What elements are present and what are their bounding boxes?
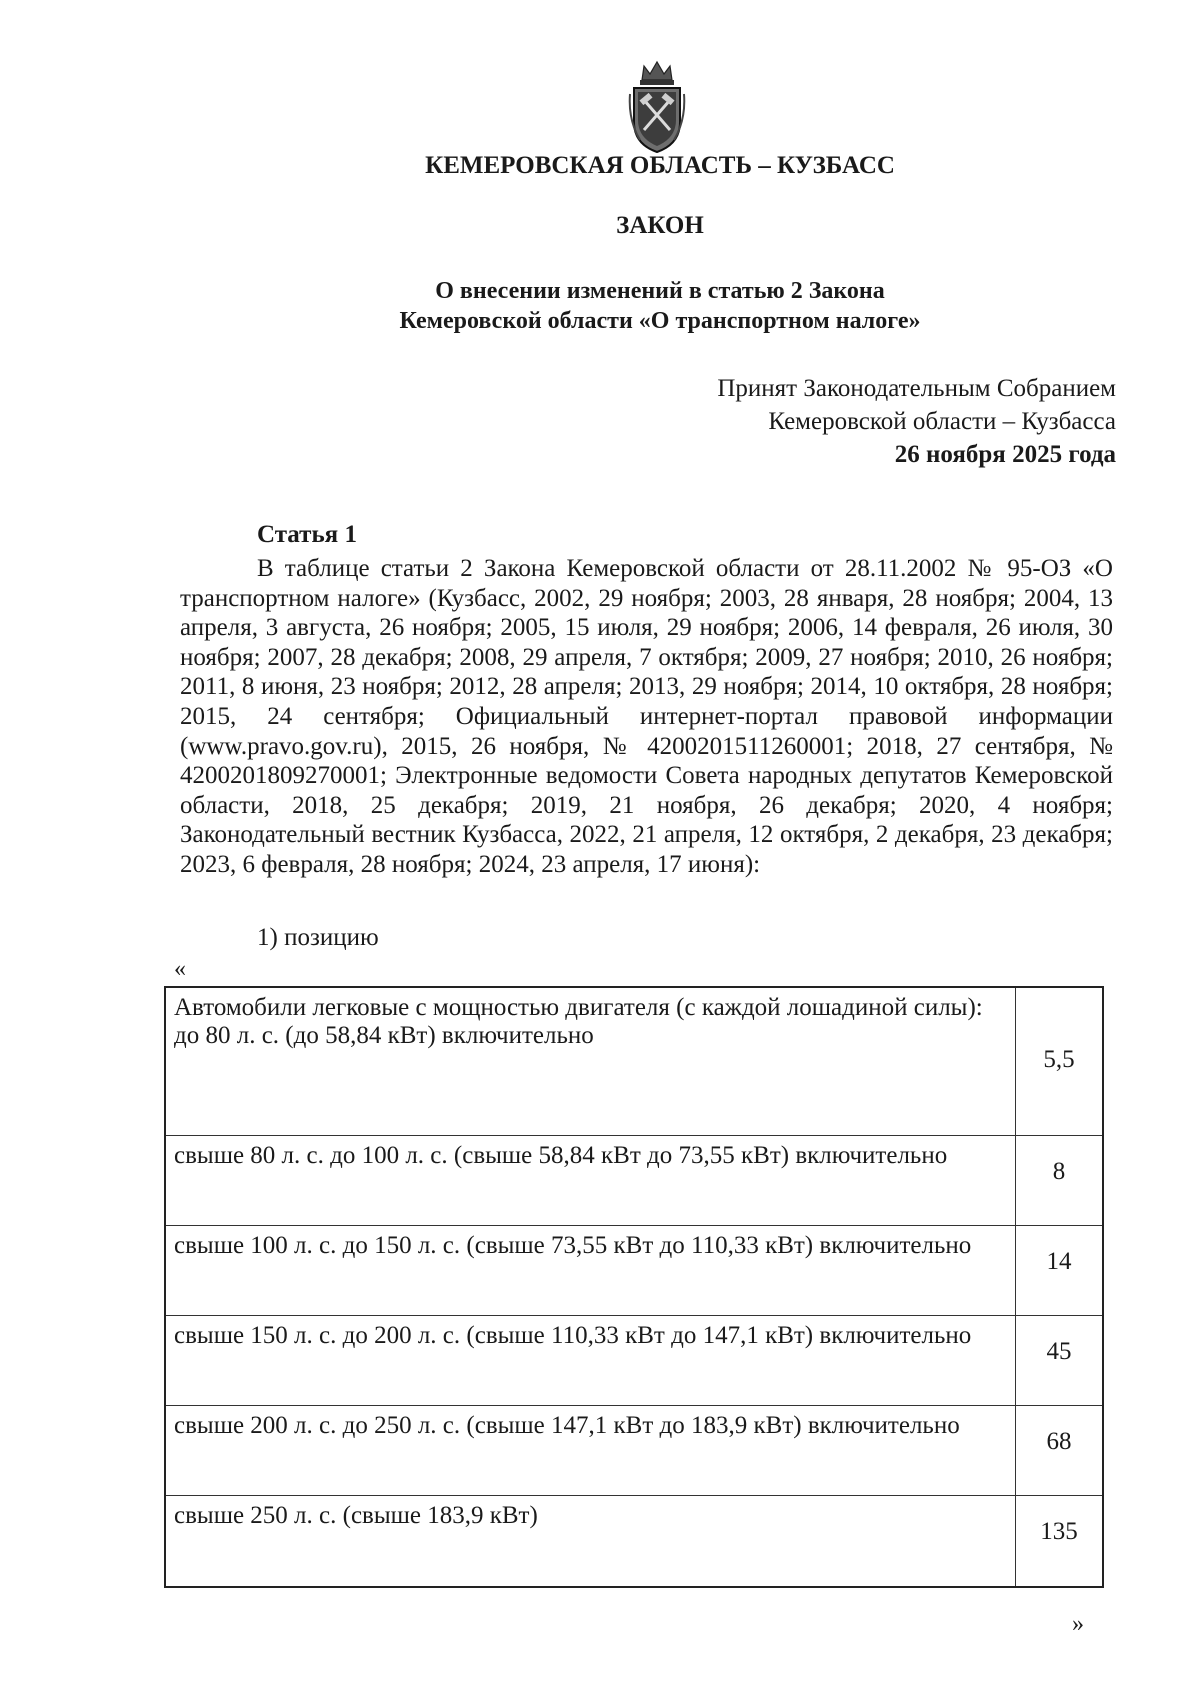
row-rate: 45 xyxy=(1016,1315,1104,1405)
tax-rate-table xyxy=(164,986,1104,1588)
adoption-block xyxy=(717,372,1116,471)
adoption-line-2: Кемеровской области – Кузбасса xyxy=(768,408,1116,435)
article-heading: Статья 1 xyxy=(257,521,357,548)
opening-quote: « xyxy=(174,956,186,982)
table-row xyxy=(165,1315,1103,1405)
article-body xyxy=(180,554,1113,880)
adoption-line-1: Принят Законодательным Собранием xyxy=(717,375,1116,402)
article-paragraph: В таблице статьи 2 Закона Кемеровской области от 28.11.2002 № 95-ОЗ «О транспортном налоге» (Кузбасс, 2002, 29 ноября; 2003, 28 января, 28 ноября; 2004, 13 апреля, 3 августа, 26 ноября; 2005, 15 июля, 29 ноября; 2006, 14 февраля, 26 июля, 30 ноября; 2007, 28 декабря; 2008, 29 апреля, 7 октября; 2009, 27 ноября; 2010, 26 ноября; 2011, 8 июня, 23 ноября; 2012, 28 апреля; 2013, 29 ноября; 2014, 10 октября, 28 ноября; 2015, 24 сентября; Официальный интернет-портал правовой информации (www.pravo.gov.ru), 2015, 26 ноября, № 4200201511260001; 2018, 27 сентября, № 4200201809270001; Электронные ведомости Совета народных депутатов Кемеровской области, 2018, 25 декабря; 2019, 21 ноября, 26 декабря; 2020, 4 ноября; Законодательный вестник Кузбасса, 2022, 21 апреля, 12 октября, 2 декабря, 23 декабря; 2023, 6 февраля, 28 ноября; 2024, 23 апреля, 17 июня): xyxy=(180,555,1113,878)
row-rate: 5,5 xyxy=(1016,987,1104,1135)
row-desc: свыше 250 л. с. (свыше 183,9 кВт) xyxy=(165,1496,1016,1587)
table-cell-desc xyxy=(165,987,1016,1135)
region-heading: КЕМЕРОВСКАЯ ОБЛАСТЬ – КУЗБАСС xyxy=(425,152,895,179)
law-title-line-1: О внесении изменений в статью 2 Закона xyxy=(435,278,885,304)
table-row xyxy=(165,1496,1103,1587)
row-desc: свыше 150 л. с. до 200 л. с. (свыше 110,33 кВт до 147,1 кВт) включительно xyxy=(165,1315,1016,1405)
row-rate: 68 xyxy=(1016,1406,1104,1496)
table-row xyxy=(165,1135,1103,1225)
closing-quote: » xyxy=(1072,1611,1084,1637)
adoption-date: 26 ноября 2025 года xyxy=(894,441,1116,468)
row-rate: 135 xyxy=(1016,1496,1104,1587)
row-desc: свыше 200 л. с. до 250 л. с. (свыше 147,1 кВт до 183,9 кВт) включительно xyxy=(165,1406,1016,1496)
table-row xyxy=(165,1406,1103,1496)
table-row xyxy=(165,1225,1103,1315)
coat-of-arms-emblem xyxy=(626,60,688,156)
table-row xyxy=(165,987,1103,1135)
row-desc: до 80 л. с. (до 58,84 кВт) включительно xyxy=(174,1022,594,1049)
document-type-heading: ЗАКОН xyxy=(616,212,704,239)
row-desc: свыше 100 л. с. до 150 л. с. (свыше 73,55 кВт до 110,33 кВт) включительно xyxy=(165,1225,1016,1315)
item-label: 1) позицию xyxy=(257,924,379,951)
table-intro: Автомобили легковые с мощностью двигателя (с каждой лошадиной силы): xyxy=(174,994,983,1021)
law-title-line-2: Кемеровской области «О транспортном налоге» xyxy=(399,308,921,334)
row-rate: 8 xyxy=(1016,1135,1104,1225)
row-rate: 14 xyxy=(1016,1225,1104,1315)
row-desc: свыше 80 л. с. до 100 л. с. (свыше 58,84 кВт до 73,55 кВт) включительно xyxy=(165,1135,1016,1225)
